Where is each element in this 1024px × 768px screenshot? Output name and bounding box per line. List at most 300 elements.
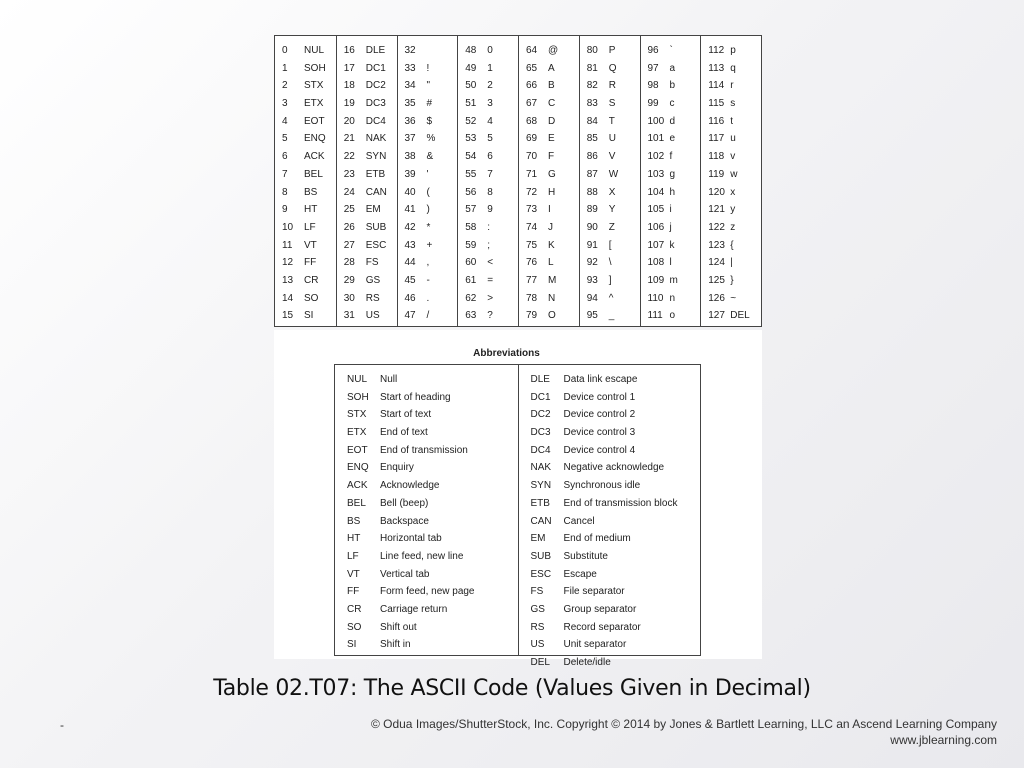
ascii-char: Q bbox=[608, 62, 617, 74]
ascii-code: 112 bbox=[708, 45, 725, 56]
ascii-code: 100 bbox=[647, 115, 665, 127]
ascii-row bbox=[580, 113, 640, 131]
abbreviations-box bbox=[334, 364, 701, 668]
ascii-code: 90 bbox=[586, 221, 598, 233]
ascii-code: 86 bbox=[586, 151, 598, 163]
abbreviation-description: Shift in bbox=[380, 639, 411, 651]
ascii-code: 8 bbox=[282, 186, 288, 198]
ascii-row bbox=[275, 113, 336, 131]
ascii-row bbox=[580, 166, 640, 184]
ascii-code: 11 bbox=[282, 239, 293, 251]
ascii-code: 65 bbox=[526, 62, 538, 74]
abbreviation-row bbox=[335, 442, 518, 460]
ascii-char: a bbox=[669, 62, 676, 74]
ascii-code: 13 bbox=[282, 274, 294, 286]
ascii-row bbox=[337, 60, 397, 78]
ascii-char: . bbox=[426, 292, 430, 304]
ascii-char: x bbox=[730, 186, 736, 198]
ascii-char: w bbox=[730, 168, 738, 180]
ascii-row bbox=[275, 307, 336, 325]
ascii-code: 37 bbox=[404, 133, 416, 145]
ascii-char: f bbox=[669, 151, 673, 163]
ascii-column bbox=[336, 36, 397, 326]
ascii-char: ^ bbox=[608, 292, 614, 304]
ascii-code: 103 bbox=[647, 168, 665, 180]
ascii-char: < bbox=[487, 257, 494, 269]
ascii-code: 101 bbox=[647, 133, 665, 145]
ascii-row bbox=[701, 237, 761, 255]
ascii-code: 24 bbox=[343, 186, 355, 198]
ascii-row bbox=[701, 166, 761, 184]
ascii-char: e bbox=[669, 133, 676, 145]
abbreviation-code: DEL bbox=[530, 657, 550, 668]
ascii-char: g bbox=[669, 168, 676, 180]
ascii-code: 80 bbox=[586, 45, 598, 56]
abbreviation-description: Start of heading bbox=[380, 391, 451, 403]
ascii-column bbox=[275, 36, 336, 326]
ascii-column bbox=[579, 36, 640, 326]
ascii-code: 77 bbox=[526, 274, 538, 286]
abbreviation-row bbox=[335, 548, 518, 566]
ascii-row bbox=[458, 184, 518, 202]
ascii-char: BEL bbox=[304, 168, 323, 180]
ascii-char: ` bbox=[669, 45, 673, 56]
ascii-code: 95 bbox=[586, 310, 598, 322]
ascii-code: 97 bbox=[647, 62, 659, 74]
ascii-code: 92 bbox=[586, 257, 598, 269]
ascii-code: 123 bbox=[708, 239, 725, 251]
ascii-column bbox=[700, 36, 761, 326]
ascii-char: [ bbox=[608, 239, 612, 251]
abbreviation-description: Device control 2 bbox=[563, 409, 636, 421]
ascii-char: N bbox=[548, 292, 556, 304]
abbreviation-code: NAK bbox=[530, 462, 552, 474]
ascii-row bbox=[398, 219, 458, 237]
ascii-char: _ bbox=[608, 310, 615, 322]
abbreviation-description: Device control 3 bbox=[563, 427, 636, 439]
ascii-row bbox=[458, 60, 518, 78]
ascii-row bbox=[641, 77, 701, 95]
ascii-row bbox=[398, 272, 458, 290]
ascii-code: 52 bbox=[465, 115, 477, 127]
ascii-code: 108 bbox=[647, 257, 665, 269]
abbreviation-description: Substitute bbox=[563, 550, 608, 562]
ascii-code: 73 bbox=[526, 204, 538, 216]
ascii-code: 4 bbox=[282, 115, 288, 127]
slide-marker: - bbox=[60, 718, 64, 732]
ascii-code: 31 bbox=[343, 310, 355, 322]
ascii-row bbox=[519, 95, 579, 113]
ascii-code: 109 bbox=[647, 274, 665, 286]
ascii-code: 76 bbox=[526, 257, 538, 269]
ascii-char: DEL bbox=[730, 310, 750, 322]
ascii-code: 72 bbox=[526, 186, 538, 198]
abbreviation-description: Null bbox=[380, 374, 398, 385]
ascii-code: 98 bbox=[647, 80, 659, 92]
ascii-code: 17 bbox=[343, 62, 355, 74]
ascii-row bbox=[458, 307, 518, 325]
ascii-char: CAN bbox=[365, 186, 387, 198]
ascii-row bbox=[580, 184, 640, 202]
ascii-code: 38 bbox=[404, 151, 416, 163]
ascii-char: L bbox=[548, 257, 554, 269]
ascii-code: 66 bbox=[526, 80, 538, 92]
ascii-char: P bbox=[608, 45, 616, 56]
ascii-row bbox=[641, 60, 701, 78]
abbreviation-row bbox=[335, 566, 518, 584]
ascii-row bbox=[398, 130, 458, 148]
ascii-code: 113 bbox=[708, 62, 725, 74]
ascii-row bbox=[398, 290, 458, 308]
ascii-char: SYN bbox=[365, 151, 387, 163]
abbreviation-row bbox=[519, 566, 701, 584]
ascii-char: E bbox=[548, 133, 555, 145]
ascii-row bbox=[641, 166, 701, 184]
ascii-row bbox=[458, 237, 518, 255]
ascii-char: F bbox=[548, 151, 555, 163]
ascii-code: 75 bbox=[526, 239, 538, 251]
ascii-char: SI bbox=[304, 310, 314, 322]
abbreviation-description: End of transmission bbox=[380, 444, 468, 456]
ascii-row bbox=[580, 77, 640, 95]
ascii-char: STX bbox=[304, 80, 324, 92]
abbreviation-row bbox=[519, 583, 701, 601]
ascii-row bbox=[275, 219, 336, 237]
ascii-char: SOH bbox=[304, 62, 326, 74]
ascii-code: 63 bbox=[465, 310, 477, 322]
ascii-row bbox=[580, 254, 640, 272]
ascii-row bbox=[458, 201, 518, 219]
abbreviation-row bbox=[519, 619, 701, 637]
ascii-char: ETX bbox=[304, 98, 324, 110]
ascii-char: } bbox=[730, 274, 734, 286]
ascii-row bbox=[398, 60, 458, 78]
abbreviation-code: FF bbox=[347, 586, 360, 598]
abbreviation-description: Bell (beep) bbox=[380, 497, 429, 509]
ascii-row bbox=[519, 42, 579, 60]
ascii-code: 105 bbox=[647, 204, 665, 216]
ascii-code: 114 bbox=[708, 80, 725, 92]
abbreviation-row bbox=[519, 371, 701, 389]
ascii-row bbox=[337, 148, 397, 166]
ascii-code: 34 bbox=[404, 80, 416, 92]
abbreviation-code: DC3 bbox=[530, 427, 551, 439]
ascii-char: 6 bbox=[487, 151, 493, 163]
abbreviation-description: Cancel bbox=[563, 515, 595, 527]
ascii-row bbox=[398, 95, 458, 113]
ascii-code: 0 bbox=[282, 45, 288, 56]
ascii-char: FS bbox=[365, 257, 379, 269]
ascii-char: @ bbox=[548, 45, 559, 56]
ascii-char: I bbox=[548, 204, 551, 216]
ascii-row bbox=[458, 148, 518, 166]
ascii-char: % bbox=[426, 133, 436, 145]
abbreviation-row bbox=[335, 424, 518, 442]
abbreviation-row bbox=[519, 424, 701, 442]
abbreviation-description: End of text bbox=[380, 427, 428, 439]
ascii-row bbox=[641, 237, 701, 255]
ascii-char: k bbox=[669, 239, 675, 251]
abbreviation-row bbox=[519, 548, 701, 566]
abbreviation-description: End of medium bbox=[563, 533, 631, 545]
ascii-row bbox=[519, 254, 579, 272]
ascii-row bbox=[398, 184, 458, 202]
ascii-row bbox=[458, 42, 518, 60]
table-caption: Table 02.T07: The ASCII Code (Values Given in Decimal) bbox=[213, 676, 811, 701]
ascii-char: ! bbox=[426, 62, 430, 74]
ascii-char: | bbox=[730, 257, 733, 269]
ascii-column bbox=[518, 36, 579, 326]
abbreviations-left-column bbox=[335, 365, 518, 655]
ascii-char: V bbox=[608, 151, 616, 163]
ascii-code: 47 bbox=[404, 310, 416, 322]
ascii-code: 122 bbox=[708, 221, 725, 233]
ascii-code: 15 bbox=[282, 310, 294, 322]
abbreviations-right-column bbox=[518, 365, 701, 668]
ascii-code: 125 bbox=[708, 274, 725, 286]
ascii-row bbox=[458, 130, 518, 148]
ascii-code: 107 bbox=[647, 239, 665, 251]
ascii-row bbox=[641, 184, 701, 202]
ascii-row bbox=[641, 290, 701, 308]
ascii-row bbox=[337, 201, 397, 219]
ascii-row bbox=[398, 42, 458, 60]
copyright-text: © Odua Images/ShutterStock, Inc. Copyright © 2014 by Jones & Bartlett Learning, LLC an Ascend Learning Company bbox=[370, 717, 997, 731]
abbreviation-code: CR bbox=[347, 603, 362, 615]
abbreviation-row bbox=[335, 583, 518, 601]
ascii-char: l bbox=[669, 257, 672, 269]
footer bbox=[371, 716, 997, 748]
abbreviation-description: Shift out bbox=[380, 621, 417, 633]
abbreviation-row bbox=[335, 371, 518, 389]
ascii-char: z bbox=[730, 221, 736, 233]
ascii-code: 10 bbox=[282, 221, 294, 233]
abbreviation-code: HT bbox=[347, 533, 361, 545]
ascii-row bbox=[519, 237, 579, 255]
ascii-row bbox=[275, 184, 336, 202]
ascii-row bbox=[580, 42, 640, 60]
ascii-code: 44 bbox=[404, 257, 416, 269]
ascii-row bbox=[337, 42, 397, 60]
ascii-char: T bbox=[608, 115, 615, 127]
ascii-row bbox=[519, 184, 579, 202]
ascii-row bbox=[275, 237, 336, 255]
ascii-row bbox=[337, 77, 397, 95]
ascii-char: NUL bbox=[304, 45, 325, 56]
ascii-char: US bbox=[365, 310, 380, 322]
ascii-code: 36 bbox=[404, 115, 416, 127]
ascii-code: 79 bbox=[526, 310, 538, 322]
abbreviation-row bbox=[335, 636, 518, 654]
ascii-row bbox=[398, 307, 458, 325]
ascii-row bbox=[458, 77, 518, 95]
ascii-code: 87 bbox=[586, 168, 598, 180]
ascii-char: VT bbox=[304, 239, 317, 251]
ascii-row bbox=[519, 60, 579, 78]
ascii-code: 22 bbox=[343, 151, 355, 163]
ascii-char: v bbox=[730, 151, 736, 163]
ascii-code: 29 bbox=[343, 274, 355, 286]
abbreviation-row bbox=[335, 459, 518, 477]
ascii-char: t bbox=[730, 115, 734, 127]
ascii-row bbox=[337, 166, 397, 184]
ascii-char: EM bbox=[365, 204, 381, 216]
ascii-row bbox=[458, 219, 518, 237]
ascii-code: 32 bbox=[404, 45, 416, 56]
ascii-row bbox=[580, 272, 640, 290]
ascii-char: ? bbox=[487, 310, 493, 322]
ascii-char: $ bbox=[426, 115, 433, 127]
ascii-char: ESC bbox=[365, 239, 387, 251]
ascii-code: 5 bbox=[282, 133, 288, 145]
ascii-char: s bbox=[730, 98, 736, 110]
abbreviation-code: GS bbox=[530, 603, 545, 615]
ascii-char: DC3 bbox=[365, 98, 386, 110]
abbreviation-code: SUB bbox=[530, 550, 552, 562]
ascii-char: c bbox=[669, 98, 675, 110]
abbreviation-row bbox=[519, 636, 701, 654]
ascii-char: LF bbox=[304, 221, 316, 233]
ascii-code: 49 bbox=[465, 62, 477, 74]
abbreviation-row bbox=[519, 459, 701, 477]
ascii-row bbox=[641, 201, 701, 219]
ascii-row bbox=[275, 290, 336, 308]
ascii-char: BS bbox=[304, 186, 318, 198]
ascii-row bbox=[519, 307, 579, 325]
ascii-code: 102 bbox=[647, 151, 665, 163]
abbreviation-description: Form feed, new page bbox=[380, 586, 475, 598]
ascii-char: h bbox=[669, 186, 676, 198]
ascii-table bbox=[274, 35, 762, 327]
ascii-char: M bbox=[548, 274, 557, 286]
ascii-row bbox=[337, 290, 397, 308]
ascii-code: 40 bbox=[404, 186, 416, 198]
ascii-row bbox=[275, 201, 336, 219]
ascii-code: 25 bbox=[343, 204, 355, 216]
ascii-char: p bbox=[730, 45, 736, 56]
ascii-char: RS bbox=[365, 292, 380, 304]
ascii-row bbox=[580, 237, 640, 255]
ascii-row bbox=[701, 201, 761, 219]
ascii-char: Z bbox=[608, 221, 615, 233]
ascii-row bbox=[275, 272, 336, 290]
abbreviation-row bbox=[519, 513, 701, 531]
ascii-row bbox=[275, 60, 336, 78]
ascii-row bbox=[701, 184, 761, 202]
ascii-row bbox=[398, 166, 458, 184]
ascii-code: 46 bbox=[404, 292, 416, 304]
ascii-char: 0 bbox=[487, 45, 493, 56]
ascii-code: 53 bbox=[465, 133, 477, 145]
ascii-char: y bbox=[730, 204, 736, 216]
ascii-code: 26 bbox=[343, 221, 355, 233]
ascii-row bbox=[337, 184, 397, 202]
ascii-code: 19 bbox=[343, 98, 355, 110]
ascii-char: & bbox=[426, 151, 434, 163]
abbreviation-description: Data link escape bbox=[563, 374, 638, 385]
ascii-char: DC2 bbox=[365, 80, 386, 92]
ascii-code: 62 bbox=[465, 292, 477, 304]
ascii-char: SUB bbox=[365, 221, 387, 233]
ascii-code: 120 bbox=[708, 186, 725, 198]
ascii-row bbox=[519, 272, 579, 290]
ascii-row bbox=[580, 307, 640, 325]
ascii-code: 3 bbox=[282, 98, 288, 110]
ascii-code: 83 bbox=[586, 98, 598, 110]
ascii-code: 110 bbox=[647, 292, 664, 304]
abbreviation-description: Delete/idle bbox=[563, 657, 611, 668]
ascii-char: B bbox=[548, 80, 555, 92]
abbreviation-row bbox=[335, 406, 518, 424]
abbreviation-row bbox=[335, 601, 518, 619]
ascii-row bbox=[580, 60, 640, 78]
ascii-row bbox=[519, 201, 579, 219]
ascii-code: 27 bbox=[343, 239, 355, 251]
ascii-code: 126 bbox=[708, 292, 725, 304]
abbreviation-code: VT bbox=[347, 568, 360, 580]
ascii-row bbox=[701, 77, 761, 95]
ascii-code: 54 bbox=[465, 151, 477, 163]
ascii-row bbox=[275, 77, 336, 95]
ascii-row bbox=[580, 290, 640, 308]
ascii-code: 67 bbox=[526, 98, 538, 110]
ascii-code: 96 bbox=[647, 45, 659, 56]
ascii-char: m bbox=[669, 274, 678, 286]
abbreviation-description: Negative acknowledge bbox=[563, 462, 665, 474]
abbreviation-description: Escape bbox=[563, 568, 597, 580]
abbreviation-description: Carriage return bbox=[380, 603, 448, 615]
ascii-code: 64 bbox=[526, 45, 538, 56]
ascii-code: 85 bbox=[586, 133, 598, 145]
abbreviation-code: NUL bbox=[347, 374, 368, 385]
ascii-code: 81 bbox=[586, 62, 598, 74]
ascii-row bbox=[519, 77, 579, 95]
abbreviation-description: File separator bbox=[563, 586, 625, 598]
ascii-row bbox=[398, 113, 458, 131]
ascii-char: " bbox=[426, 80, 431, 92]
ascii-code: 78 bbox=[526, 292, 538, 304]
ascii-row bbox=[580, 130, 640, 148]
ascii-code: 16 bbox=[343, 45, 355, 56]
ascii-row bbox=[519, 130, 579, 148]
ascii-char: 3 bbox=[487, 98, 493, 110]
abbreviations-panel bbox=[274, 330, 762, 668]
ascii-code: 33 bbox=[404, 62, 416, 74]
abbreviation-row bbox=[335, 495, 518, 513]
abbreviation-code: SO bbox=[347, 621, 362, 633]
ascii-char: U bbox=[608, 133, 616, 145]
ascii-row bbox=[701, 290, 761, 308]
ascii-row bbox=[275, 166, 336, 184]
ascii-column bbox=[457, 36, 518, 326]
ascii-char: C bbox=[548, 98, 556, 110]
ascii-row bbox=[337, 272, 397, 290]
ascii-char: SO bbox=[304, 292, 319, 304]
abbreviation-row bbox=[519, 495, 701, 513]
ascii-code: 58 bbox=[465, 221, 477, 233]
ascii-code: 117 bbox=[708, 133, 725, 145]
ascii-char: 8 bbox=[487, 186, 493, 198]
ascii-code: 1 bbox=[282, 62, 288, 74]
abbreviation-description: Group separator bbox=[563, 603, 637, 615]
ascii-row bbox=[275, 95, 336, 113]
abbreviation-description: Unit separator bbox=[563, 639, 627, 651]
ascii-row bbox=[701, 272, 761, 290]
ascii-code: 2 bbox=[282, 80, 288, 92]
ascii-row bbox=[641, 307, 701, 325]
abbreviation-code: EOT bbox=[347, 444, 368, 456]
ascii-row bbox=[641, 272, 701, 290]
